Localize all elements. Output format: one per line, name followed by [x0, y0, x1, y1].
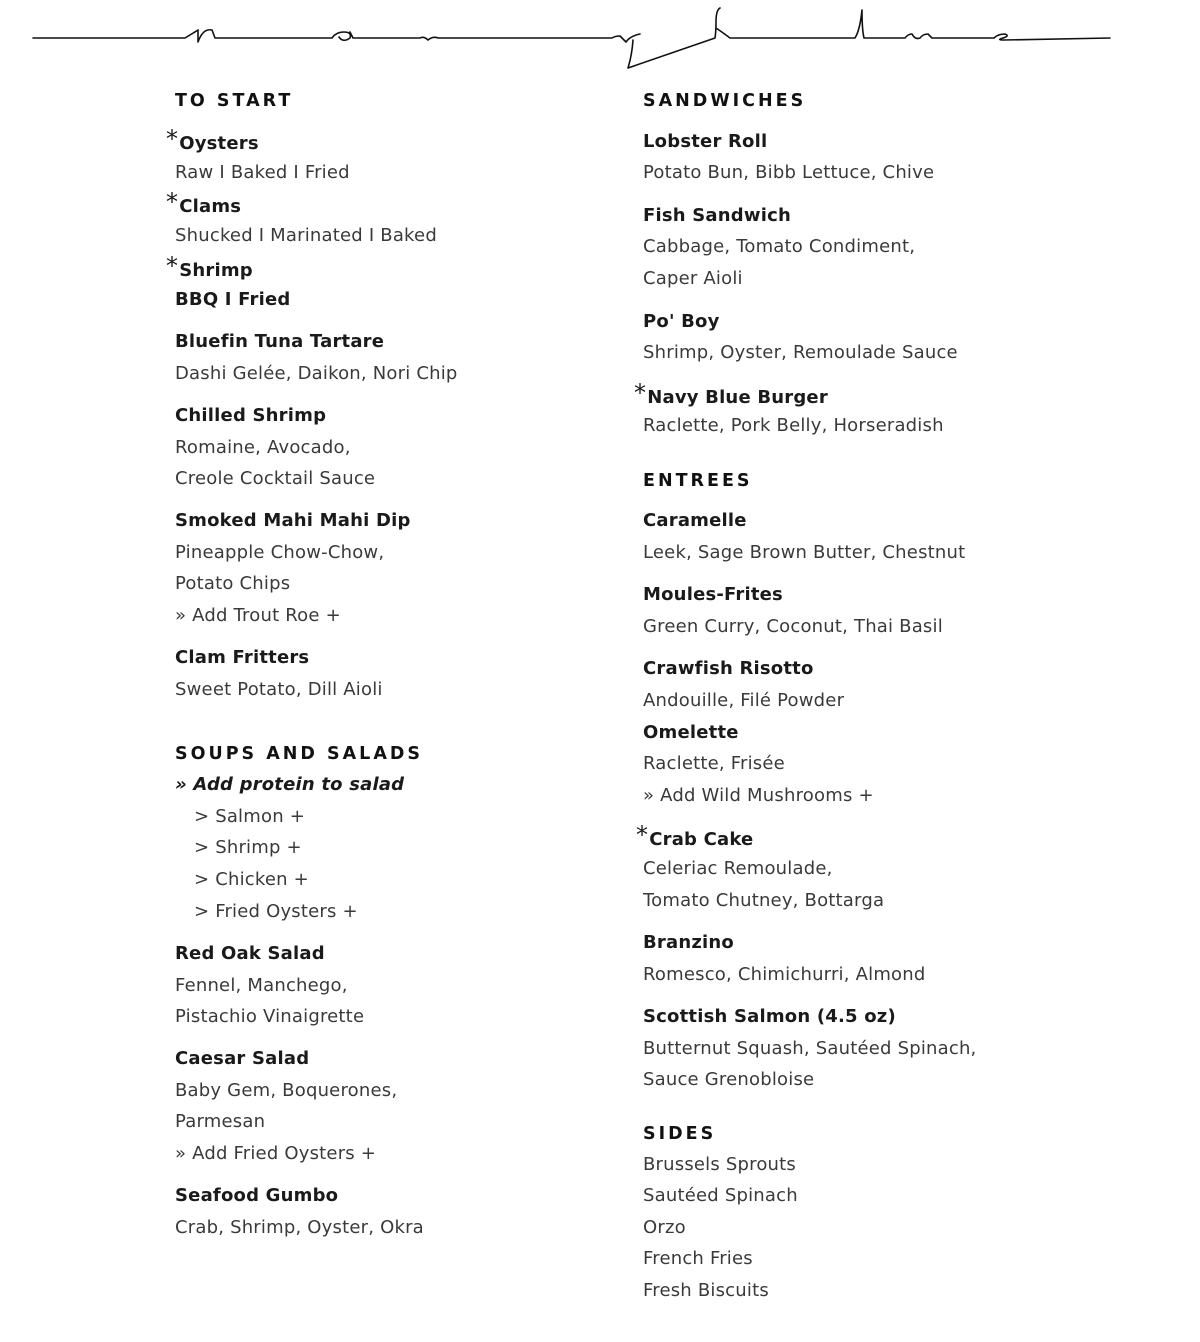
- menu-item-omelette: Omelette: [643, 722, 739, 743]
- protein-option: > Salmon +: [194, 806, 306, 827]
- item-name: Clams: [179, 196, 242, 217]
- item-description: Butternut Squash, Sautéed Spinach,: [643, 1038, 977, 1059]
- menu-item-navy-blue-burger: [634, 379, 828, 409]
- item-description: Romesco, Chimichurri, Almond: [643, 964, 926, 985]
- item-description: Raw I Baked I Fried: [175, 162, 350, 183]
- item-description: Pineapple Chow-Chow,: [175, 542, 385, 563]
- item-description: Caper Aioli: [643, 268, 743, 289]
- asterisk-marker: *: [166, 188, 179, 216]
- menu-item-moules-frites: Moules-Frites: [643, 584, 783, 605]
- protein-note: » Add protein to salad: [175, 774, 405, 795]
- menu-item-lobster-roll: Lobster Roll: [643, 131, 768, 152]
- menu-item-clam-fritters: Clam Fritters: [175, 647, 310, 668]
- item-description: Shrimp, Oyster, Remoulade Sauce: [643, 342, 958, 363]
- menu-item-caramelle: Caramelle: [643, 510, 747, 531]
- side-item: French Fries: [643, 1248, 753, 1269]
- item-description: Sauce Grenobloise: [643, 1069, 815, 1090]
- menu-item-red-oak-salad: Red Oak Salad: [175, 943, 325, 964]
- section-heading-sandwiches: SANDWICHES: [643, 91, 807, 111]
- side-item: Sautéed Spinach: [643, 1185, 798, 1206]
- menu-item-caesar-salad: Caesar Salad: [175, 1048, 310, 1069]
- item-description: Sweet Potato, Dill Aioli: [175, 679, 383, 700]
- menu-item-scottish-salmon: Scottish Salmon (4.5 oz): [643, 1006, 896, 1027]
- side-item: Brussels Sprouts: [643, 1154, 797, 1175]
- item-description: Shucked I Marinated I Baked: [175, 225, 437, 246]
- protein-option: > Shrimp +: [194, 837, 302, 858]
- item-description: Cabbage, Tomato Condiment,: [643, 236, 916, 257]
- menu-item-oysters: [166, 125, 259, 155]
- item-description: Dashi Gelée, Daikon, Nori Chip: [175, 363, 458, 384]
- asterisk-marker: *: [166, 125, 179, 153]
- section-heading-sides: SIDES: [643, 1124, 717, 1144]
- item-description: Crab, Shrimp, Oyster, Okra: [175, 1217, 424, 1238]
- item-description: Potato Chips: [175, 573, 291, 594]
- menu-item-bluefin-tuna-tartare: Bluefin Tuna Tartare: [175, 331, 385, 352]
- menu-item-chilled-shrimp: Chilled Shrimp: [175, 405, 327, 426]
- item-description: Baby Gem, Boquerones,: [175, 1080, 398, 1101]
- menu-item-po-boy: Po' Boy: [643, 311, 720, 332]
- item-addon: » Add Wild Mushrooms +: [643, 785, 874, 806]
- menu-item-seafood-gumbo: Seafood Gumbo: [175, 1185, 339, 1206]
- menu-item-crawfish-risotto: Crawfish Risotto: [643, 658, 814, 679]
- item-description: Leek, Sage Brown Butter, Chestnut: [643, 542, 966, 563]
- item-description: BBQ I Fried: [175, 289, 291, 310]
- section-heading-to-start: TO START: [175, 91, 294, 111]
- side-item: Fresh Biscuits: [643, 1280, 769, 1301]
- menu-item-clams: [166, 188, 242, 218]
- navy-blue-logo: [0, 0, 1200, 75]
- item-description: Fennel, Manchego,: [175, 975, 348, 996]
- item-description: Parmesan: [175, 1111, 266, 1132]
- menu-item-smoked-mahi-mahi-dip: Smoked Mahi Mahi Dip: [175, 510, 411, 531]
- item-addon: » Add Trout Roe +: [175, 605, 341, 626]
- item-description: Green Curry, Coconut, Thai Basil: [643, 616, 943, 637]
- item-name: Crab Cake: [649, 829, 754, 850]
- item-description: Pistachio Vinaigrette: [175, 1006, 365, 1027]
- section-heading-entrees: ENTREES: [643, 471, 753, 491]
- item-addon: » Add Fried Oysters +: [175, 1143, 377, 1164]
- item-description: Raclette, Pork Belly, Horseradish: [643, 415, 944, 436]
- item-description: Andouille, Filé Powder: [643, 690, 845, 711]
- side-item: Orzo: [643, 1217, 686, 1238]
- item-name: Navy Blue Burger: [647, 387, 828, 408]
- item-name: Oysters: [179, 133, 259, 154]
- asterisk-marker: *: [636, 821, 649, 849]
- menu-item-fish-sandwich: Fish Sandwich: [643, 205, 791, 226]
- menu-item-crab-cake: [636, 821, 754, 851]
- item-description: Romaine, Avocado,: [175, 437, 351, 458]
- asterisk-marker: *: [634, 379, 647, 407]
- item-description: Potato Bun, Bibb Lettuce, Chive: [643, 162, 935, 183]
- item-description: Creole Cocktail Sauce: [175, 468, 376, 489]
- item-name: Shrimp: [179, 260, 253, 281]
- section-heading-soups-and-salads: SOUPS AND SALADS: [175, 744, 423, 764]
- menu-item-shrimp: [166, 252, 253, 282]
- item-description: Raclette, Frisée: [643, 753, 785, 774]
- asterisk-marker: *: [166, 252, 179, 280]
- protein-option: > Fried Oysters +: [194, 901, 358, 922]
- item-description: Tomato Chutney, Bottarga: [643, 890, 885, 911]
- protein-option: > Chicken +: [194, 869, 309, 890]
- item-description: Celeriac Remoulade,: [643, 858, 833, 879]
- menu-item-branzino: Branzino: [643, 932, 734, 953]
